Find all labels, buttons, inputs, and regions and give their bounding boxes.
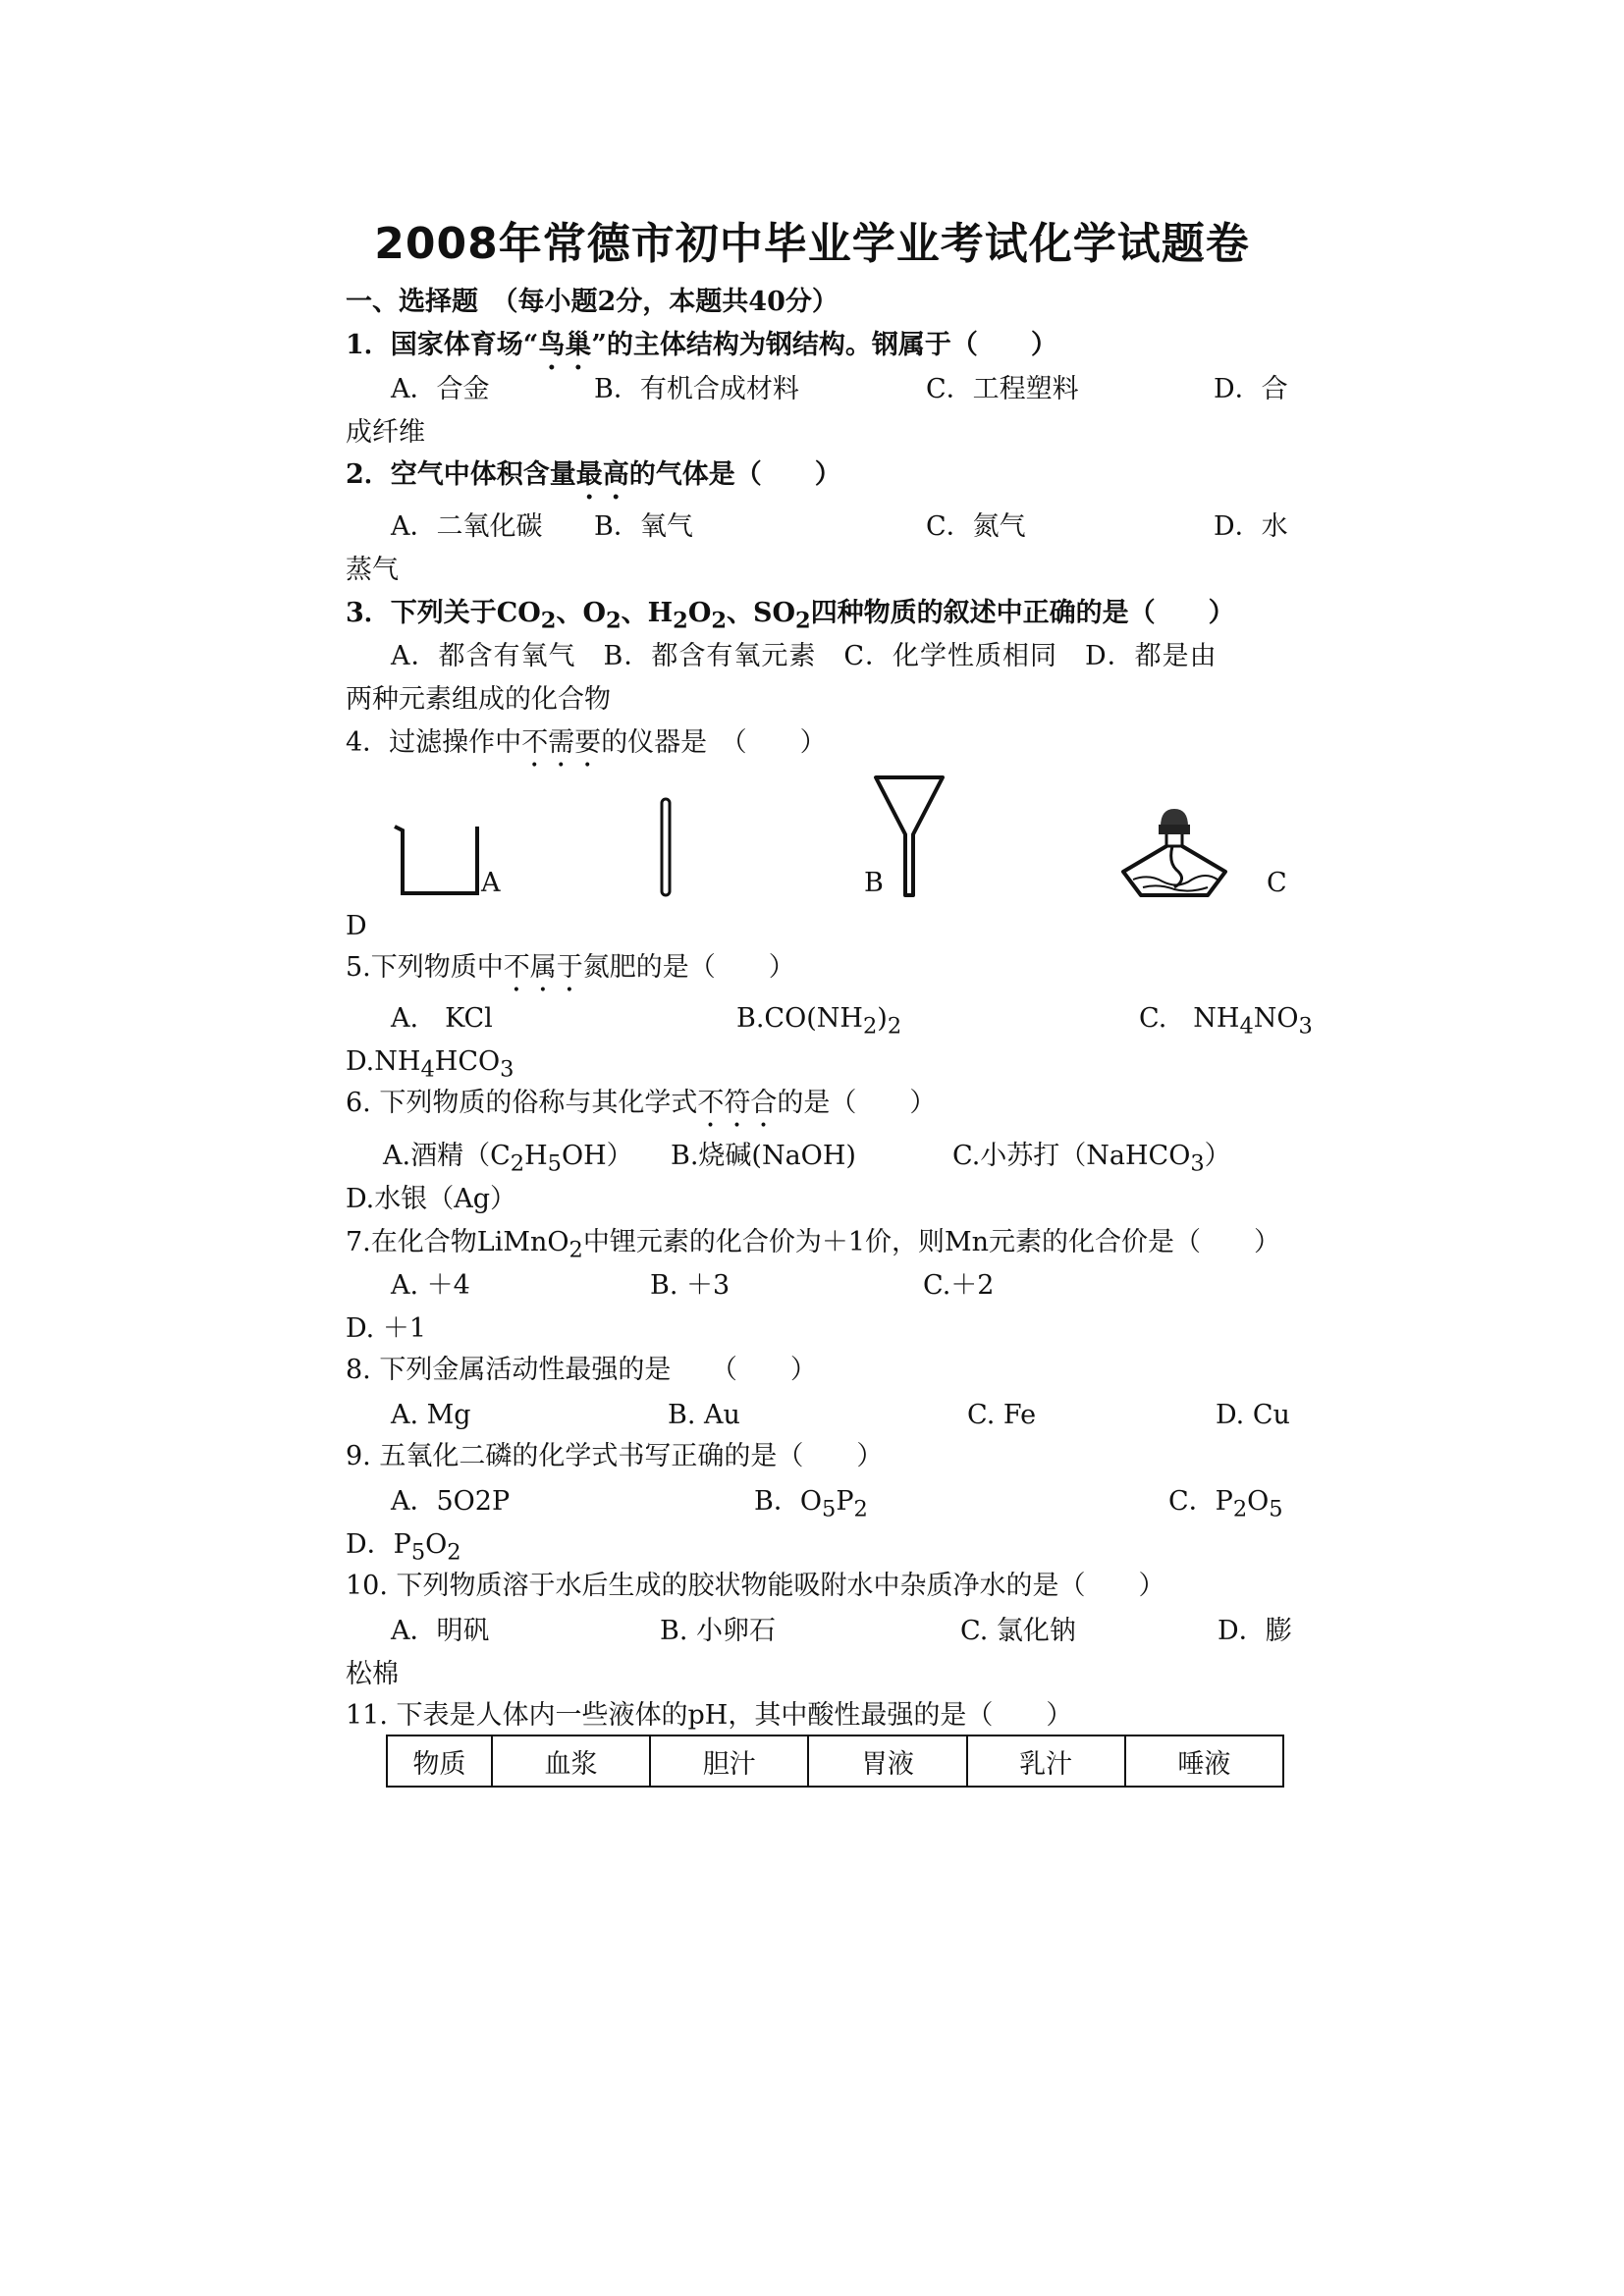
table-header-cell: 乳汁 (967, 1735, 1125, 1787)
alcohol-lamp-icon (1119, 803, 1229, 899)
question-9-stem: 9. 五氧化二磷的化学式书写正确的是（ ） (346, 1441, 884, 1471)
q5-option-d: $D.NH_4HCO_3$ (346, 1046, 514, 1083)
table-row (387, 1735, 1283, 1787)
question-8-stem: 8. 下列金属活动性最强的是 （ ） (346, 1355, 817, 1385)
q2-option-d-continued: 蒸气 (346, 555, 399, 585)
section-heading: 一、选择题 （每小题2分，本题共40分） (346, 287, 839, 317)
q8-option-a: A. Mg (391, 1400, 471, 1430)
question-10-stem: 10. 下列物质溶于水后生成的胶状物能吸附水中杂质净水的是（ ） (346, 1571, 1165, 1601)
q10-option-d: D．膨 (1218, 1616, 1292, 1646)
glass-rod-icon (660, 797, 674, 897)
q10-option-a: A．明矾 (391, 1616, 490, 1646)
q3-options-line2: 两种元素组成的化合物 (346, 684, 611, 715)
page-title: 2008年常德市初中毕业学业考试化学试题卷 (374, 219, 1250, 269)
q9-option-c: C．$P_2O_5$ (1168, 1486, 1283, 1522)
question-11-stem: 11. 下表是人体内一些液体的pH，其中酸性最强的是（ ） (346, 1700, 1073, 1731)
question-2-stem: 2．空气中体积含量最高的气体是（ ） (346, 459, 841, 490)
q2-option-c: C．氮气 (926, 511, 1026, 542)
q4-label-c: C (1267, 868, 1287, 898)
q6-option-d: D.水银（Ag） (346, 1184, 517, 1214)
q2-option-d: D．水 (1214, 511, 1288, 542)
table-header-cell: 胆汁 (650, 1735, 808, 1787)
q8-option-c: C. Fe (967, 1400, 1037, 1430)
q4-label-a: A (481, 868, 501, 898)
q4-label-d: D (346, 911, 367, 941)
q7-option-a: A. ＋4 (391, 1270, 470, 1301)
table-header-cell: 血浆 (492, 1735, 650, 1787)
q1-option-c: C．工程塑料 (926, 374, 1079, 404)
question-5-stem: 5.下列物质中不属于氮肥的是（ ） (346, 952, 795, 983)
q4-label-b: B (864, 868, 884, 898)
q1-option-d: D．合 (1214, 374, 1288, 404)
question-6-stem: 6. 下列物质的俗称与其化学式不符合的是（ ） (346, 1088, 937, 1118)
question-7-stem: 7.在化合物LiMnO$_2$中锂元素的化合价为＋1价，则Mn元素的化合价是（ ） (346, 1227, 1281, 1263)
q5-option-a: A. KCl (391, 1003, 493, 1034)
question-3-stem: 3．下列关于$CO_2$、$O_2$、$H_2O_2$、$SO_2$四种物质的叙述中正确的是（ ） (346, 598, 1235, 634)
q6-option-a: A.酒精$(C_2H_5OH)$ (383, 1141, 633, 1177)
q1-option-b: B．有机合成材料 (594, 374, 799, 404)
table-header-cell: 唾液 (1125, 1735, 1283, 1787)
table-header-cell: 物质 (387, 1735, 492, 1787)
q3-options-line1: A．都含有氧气 B．都含有氧元素 C．化学性质相同 D．都是由 (391, 641, 1218, 671)
q7-option-d: D. ＋1 (346, 1313, 427, 1344)
q9-option-a: A．5O2P (391, 1486, 511, 1517)
q10-option-b: B. 小卵石 (660, 1616, 777, 1646)
q5-option-b: $B.CO(NH_2)_2$ (736, 1003, 902, 1040)
beaker-icon (393, 823, 483, 897)
q10-option-c: C. 氯化钠 (960, 1616, 1076, 1646)
q7-option-b: B. ＋3 (650, 1270, 731, 1301)
q8-option-d: D. Cu (1216, 1400, 1290, 1430)
question-4-stem: 4．过滤操作中不需要的仪器是 （ ） (346, 727, 827, 758)
q5-option-c: C. $NH_4NO_3$ (1139, 1003, 1313, 1040)
q10-option-d-continued: 松棉 (346, 1659, 399, 1689)
q9-option-d: D．$P_5O_2$ (346, 1529, 461, 1566)
q9-option-b: B．$O_5P_2$ (754, 1486, 868, 1522)
q2-option-b: B．氧气 (594, 511, 693, 542)
q6-option-c: C.小苏打（NaHCO$_3$） (952, 1141, 1231, 1177)
q1-option-a: A．合金 (391, 374, 490, 404)
q8-option-b: B. Au (668, 1400, 740, 1430)
question-1-stem: 1．国家体育场“鸟巢”的主体结构为钢结构。钢属于（ ） (346, 330, 1057, 360)
ph-table (386, 1735, 1284, 1788)
q2-option-a: A．二氧化碳 (391, 511, 543, 542)
q7-option-c: C.＋2 (923, 1270, 995, 1301)
q1-option-d-continued: 成纤维 (346, 417, 425, 448)
table-header-cell: 胃液 (808, 1735, 966, 1787)
funnel-icon (874, 774, 945, 899)
q6-option-b: B.烧碱(NaOH) (671, 1141, 856, 1171)
